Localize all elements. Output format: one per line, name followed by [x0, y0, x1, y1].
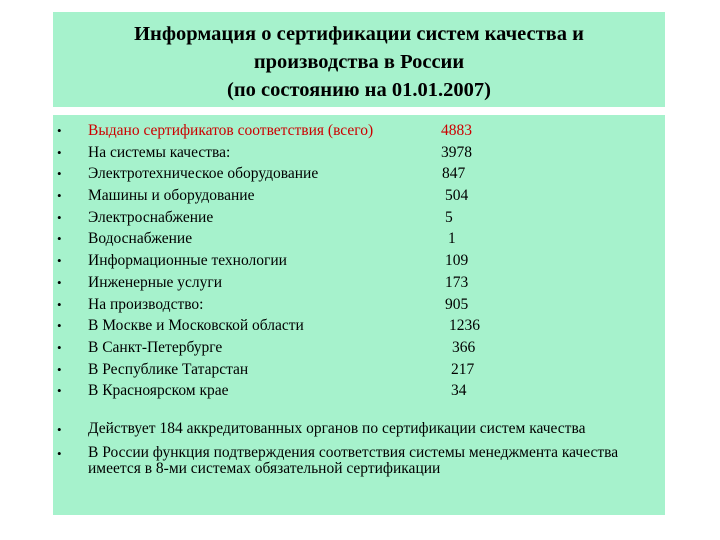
item-value: 366 — [452, 338, 476, 356]
bullet-icon: • — [57, 123, 62, 138]
item-label: Водоснабжение — [88, 230, 193, 248]
bullet-icon: • — [57, 422, 62, 437]
bullet-icon: • — [57, 339, 62, 355]
bullet-icon: • — [57, 253, 62, 269]
bullet-icon: • — [57, 361, 62, 377]
bullet-icon: • — [57, 188, 62, 204]
list-item — [53, 337, 665, 359]
note-text: Действует 184 аккредитованных органов по сертификации систем качества — [88, 420, 586, 437]
item-value: 173 — [445, 273, 469, 291]
item-label: В Республике Татарстан — [88, 360, 249, 378]
note-text: В России функция подтверждения соответствия системы менеджмента качества имеется в 8-ми системах обязательной сертификации — [88, 444, 619, 477]
list-item — [53, 142, 665, 164]
list-item — [53, 228, 665, 250]
item-label: Электроснабжение — [88, 208, 214, 226]
item-value: 3978 — [441, 143, 472, 161]
item-label: На производство: — [88, 295, 204, 313]
item-value: 109 — [445, 252, 469, 270]
bullet-icon: • — [57, 296, 62, 312]
notes-list — [53, 421, 665, 485]
item-label: В Красноярском крае — [88, 382, 229, 400]
list-item — [53, 250, 665, 272]
note-item — [53, 421, 665, 437]
item-value: 1 — [448, 230, 456, 248]
bullet-icon: • — [57, 209, 62, 225]
note-item — [53, 445, 665, 477]
title-panel — [53, 12, 665, 107]
list-item — [53, 120, 665, 142]
item-value: 5 — [445, 208, 453, 226]
item-value: 1236 — [449, 317, 480, 335]
bullet-icon: • — [57, 446, 62, 461]
item-value: 4883 — [441, 122, 472, 139]
bullet-icon: • — [57, 144, 62, 160]
list-item — [53, 294, 665, 316]
item-label: Электротехническое оборудование — [88, 165, 319, 183]
list-item — [53, 380, 665, 402]
list-item — [53, 163, 665, 185]
item-label: Машины и оборудование — [88, 187, 255, 205]
item-value: 905 — [445, 295, 469, 313]
page-title — [53, 12, 665, 104]
list-item — [53, 359, 665, 381]
list-item — [53, 315, 665, 337]
item-label: В Санкт-Петербурге — [88, 338, 223, 356]
item-label: На системы качества: — [88, 143, 231, 161]
bullet-icon: • — [57, 231, 62, 247]
item-value: 217 — [451, 360, 475, 378]
item-label: Инженерные услуги — [88, 273, 223, 291]
bullet-icon: • — [57, 383, 62, 399]
list-item — [53, 272, 665, 294]
item-value: 504 — [445, 187, 469, 205]
item-label: В Москве и Московской области — [88, 317, 304, 335]
list-item — [53, 185, 665, 207]
item-label: Информационные технологии — [88, 252, 287, 270]
item-value: 34 — [451, 382, 467, 400]
bullet-icon: • — [57, 274, 62, 290]
bullet-icon: • — [57, 166, 62, 182]
item-label: Выдано сертификатов соответствия (всего) — [88, 122, 374, 139]
bullet-icon: • — [57, 318, 62, 334]
list-item — [53, 207, 665, 229]
title-line-2: производства в России — [253, 51, 465, 73]
title-line-1: Информация о сертификации систем качества и — [134, 23, 584, 45]
title-line-3: (по состоянию на 01.01.2007) — [227, 79, 491, 101]
certification-list — [53, 120, 665, 402]
content-panel — [53, 115, 665, 515]
item-value: 847 — [442, 165, 466, 183]
